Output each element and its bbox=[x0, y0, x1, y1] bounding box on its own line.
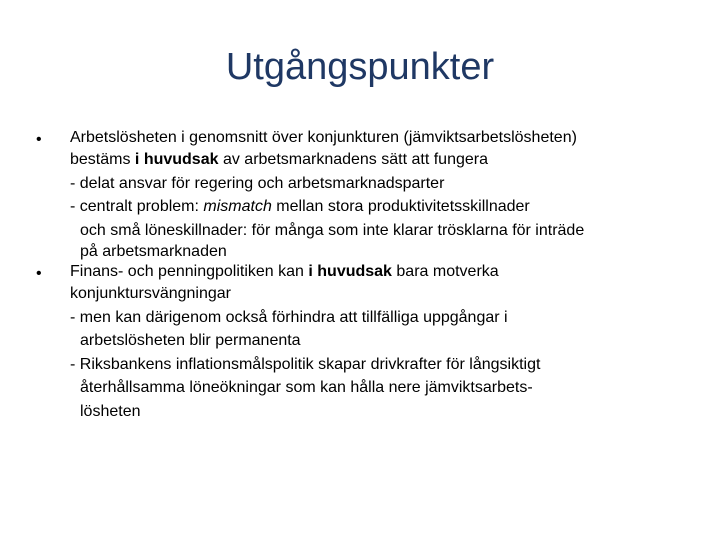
text-line: på arbetsmarknaden bbox=[80, 243, 227, 260]
emphasis-text: i huvudsak bbox=[134, 151, 219, 168]
text-line: Finans- och penningpolitiken kan i huvudsak bara motverka bbox=[70, 263, 499, 280]
bullet-icon: • bbox=[36, 265, 42, 282]
text-line: återhållsamma löneökningar som kan hålla nere jämviktsarbets- bbox=[80, 379, 533, 396]
text-line: - Riksbankens inflationsmålspolitik skapar drivkrafter för långsiktigt bbox=[70, 355, 541, 373]
slide-title: Utgångspunkter bbox=[225, 46, 495, 88]
text-line: - centralt problem: mismatch mellan stora produktivitetsskillnader bbox=[70, 198, 530, 215]
bullet-icon: • bbox=[36, 131, 42, 148]
text-line: - delat ansvar för regering och arbetsmarknadsparter bbox=[70, 174, 445, 192]
text-line: och små löneskillnader: för många som inte klarar trösklarna för inträde bbox=[80, 221, 585, 239]
text-line: lösheten bbox=[80, 402, 141, 420]
emphasis-text: mismatch bbox=[203, 198, 272, 215]
text-line: bestäms i huvudsak av arbetsmarknadens sätt att fungera bbox=[70, 151, 488, 168]
text-line: Arbetslösheten i genomsnitt över konjunkturen (jämviktsarbetslösheten) bbox=[70, 129, 577, 146]
bullet-item bbox=[36, 128, 696, 262]
emphasis-text: i huvudsak bbox=[308, 263, 392, 280]
text-line: - men kan därigenom också förhindra att tillfälliga uppgångar i bbox=[70, 308, 508, 326]
text-line: konjunktursvängningar bbox=[70, 285, 231, 302]
text-line: arbetslösheten blir permanenta bbox=[80, 332, 301, 349]
slide-body bbox=[36, 128, 696, 423]
bullet-item bbox=[36, 262, 696, 423]
